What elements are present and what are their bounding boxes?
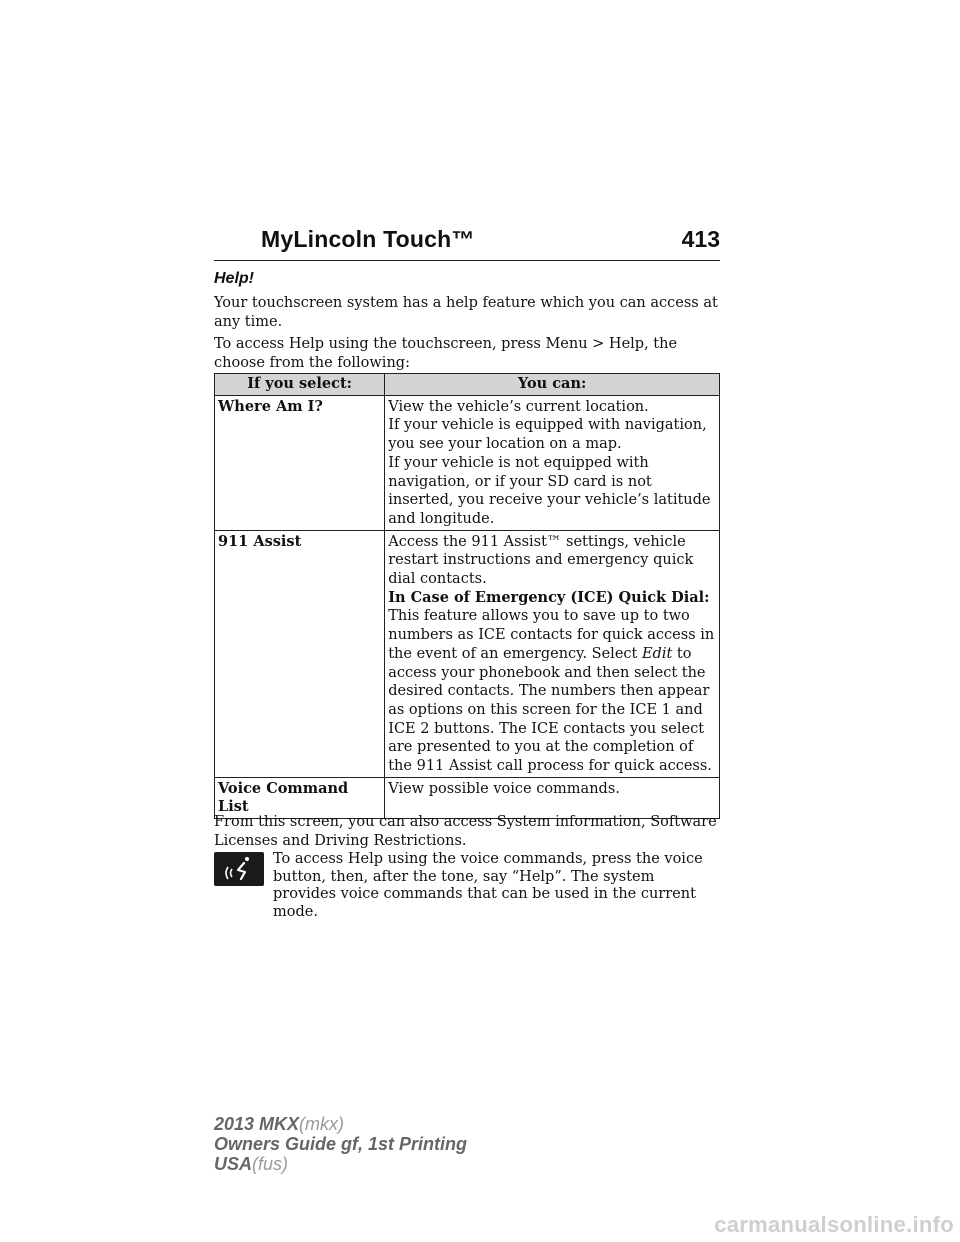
column-header-select: If you select: bbox=[215, 374, 385, 396]
description-line: If your vehicle is not equipped with navigation, or if your SD card is not inserted, you receive your vehicle’s latitude and longitude. bbox=[388, 454, 711, 527]
help-options-table bbox=[214, 373, 720, 819]
page-title: MyLincoln Touch™ bbox=[261, 226, 475, 252]
row-option-label: 911 Assist bbox=[215, 530, 385, 777]
ice-detail bbox=[388, 607, 716, 775]
after-table-paragraph: From this screen, you can also access System information, Software Licenses and Driving Restrictions. bbox=[214, 814, 717, 849]
ice-detail-end: to access your phonebook and then select the desired contacts. The numbers then appear as options on this screen for the ICE 1 and ICE 2 buttons. The ICE contacts you select are presented to you at the completion of the 911 Assist call process for quick access. bbox=[388, 645, 712, 775]
ice-detail-start: This feature allows you to save up to two numbers as ICE contacts for quick access in the event of an emergency. Select bbox=[388, 608, 715, 662]
description-line: Access the 911 Assist™ settings, vehicle restart instructions and emergency quick dial contacts. bbox=[388, 533, 694, 588]
footer-line-market: USA(fus) bbox=[214, 1154, 289, 1174]
edit-term: Edit bbox=[641, 645, 673, 662]
page-number: 413 bbox=[681, 226, 720, 252]
description-line: View possible voice commands. bbox=[388, 780, 620, 797]
watermark-text: carmanualsonline.info bbox=[714, 1212, 954, 1237]
table-row bbox=[215, 395, 720, 530]
access-paragraph: To access Help using the touchscreen, press Menu > Help, the choose from the following: bbox=[214, 336, 678, 371]
row-option-label: Where Am I? bbox=[215, 395, 385, 530]
row-description bbox=[385, 530, 720, 777]
section-heading: Help! bbox=[214, 270, 254, 287]
table-header-row bbox=[215, 374, 720, 396]
row-option-label: Voice Command List bbox=[215, 777, 385, 818]
description-line: If your vehicle is equipped with navigation, you see your location on a map. bbox=[388, 417, 707, 453]
ice-subheading: In Case of Emergency (ICE) Quick Dial: bbox=[388, 588, 710, 606]
header-divider bbox=[214, 260, 720, 261]
voice-button-icon bbox=[214, 852, 264, 886]
footer-line-model: 2013 MKX(mkx) bbox=[214, 1114, 345, 1134]
footer-line-guide: Owners Guide gf, 1st Printing bbox=[214, 1134, 468, 1154]
description-line: View the vehicle’s current location. bbox=[388, 398, 649, 415]
table-row bbox=[215, 530, 720, 777]
column-header-can: You can: bbox=[385, 374, 720, 396]
row-description bbox=[385, 395, 720, 530]
voice-help-paragraph: To access Help using the voice commands, press the voice button, then, after the tone, say “Help”. The system provides voice commands that can be used in the current mode. bbox=[273, 851, 703, 920]
intro-paragraph: Your touchscreen system has a help feature which you can access at any time. bbox=[214, 295, 718, 330]
document-footer bbox=[214, 1114, 467, 1174]
